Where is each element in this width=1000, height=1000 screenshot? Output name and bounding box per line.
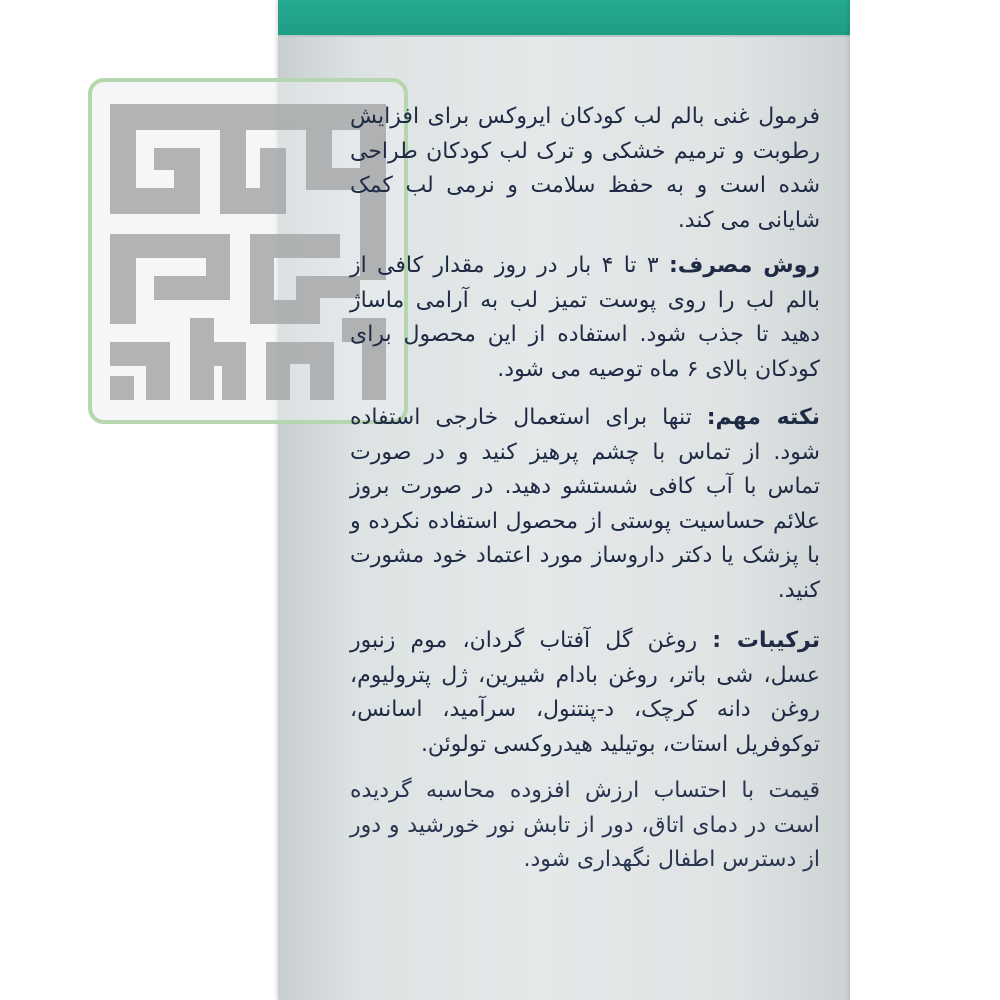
ingredients-text: روغن گل آفتاب گردان، موم زنبور عسل، شی باتر، روغن بادام شیرین، ژل پترولیوم، روغن دانه کرچک، د-پنتنول، سرآمید، اسانس، توکوفریل استات، بوتیلید هیدروکسی تولوئن. [350, 628, 820, 757]
panel-divider-line [278, 35, 850, 37]
intro-paragraph: فرمول غنی بالم لب کودکان ایروکس برای افزایش رطوبت و ترمیم خشکی و ترک لب کودکان طراحی شده است و به حفظ سلامت و نرمی لب کمک شایانی می کند. [350, 104, 820, 233]
storage-paragraph: قیمت با احتساب ارزش افزوده محاسبه گردیده است در دمای اتاق، دور از تابش نور خورشید و دور از دسترس اطفال نگهداری شود. [350, 778, 820, 872]
product-description [350, 100, 820, 878]
ingredients-paragraph [350, 624, 820, 762]
usage-text: ۳ تا ۴ بار در روز مقدار کافی از بالم لب را روی پوست تمیز لب به آرامی ماساژ دهید تا جذب شود. استفاده از این محصول برای کودکان بالای ۶ ماه توصیه می شود. [350, 253, 820, 382]
usage-paragraph [350, 249, 820, 387]
panel-right-edge [844, 0, 850, 1000]
usage-label: روش مصرف: [668, 253, 820, 278]
important-note-paragraph [350, 401, 820, 608]
square-kufic-logo-watermark-icon [110, 104, 386, 400]
ingredients-label: ترکیبات : [712, 628, 821, 653]
note-text: تنها برای استعمال خارجی استفاده شود. از تماس با چشم پرهیز کنید و در صورت تماس با آب کافی شستشو دهید. در صورت بروز علائم حساسیت پوستی از محصول استفاده نکرده و با پزشک یا دکتر داروساز مورد اعتماد خود مشورت کنید. [350, 405, 820, 603]
note-label: نکته مهم: [706, 405, 820, 430]
teal-top-band [278, 0, 850, 35]
